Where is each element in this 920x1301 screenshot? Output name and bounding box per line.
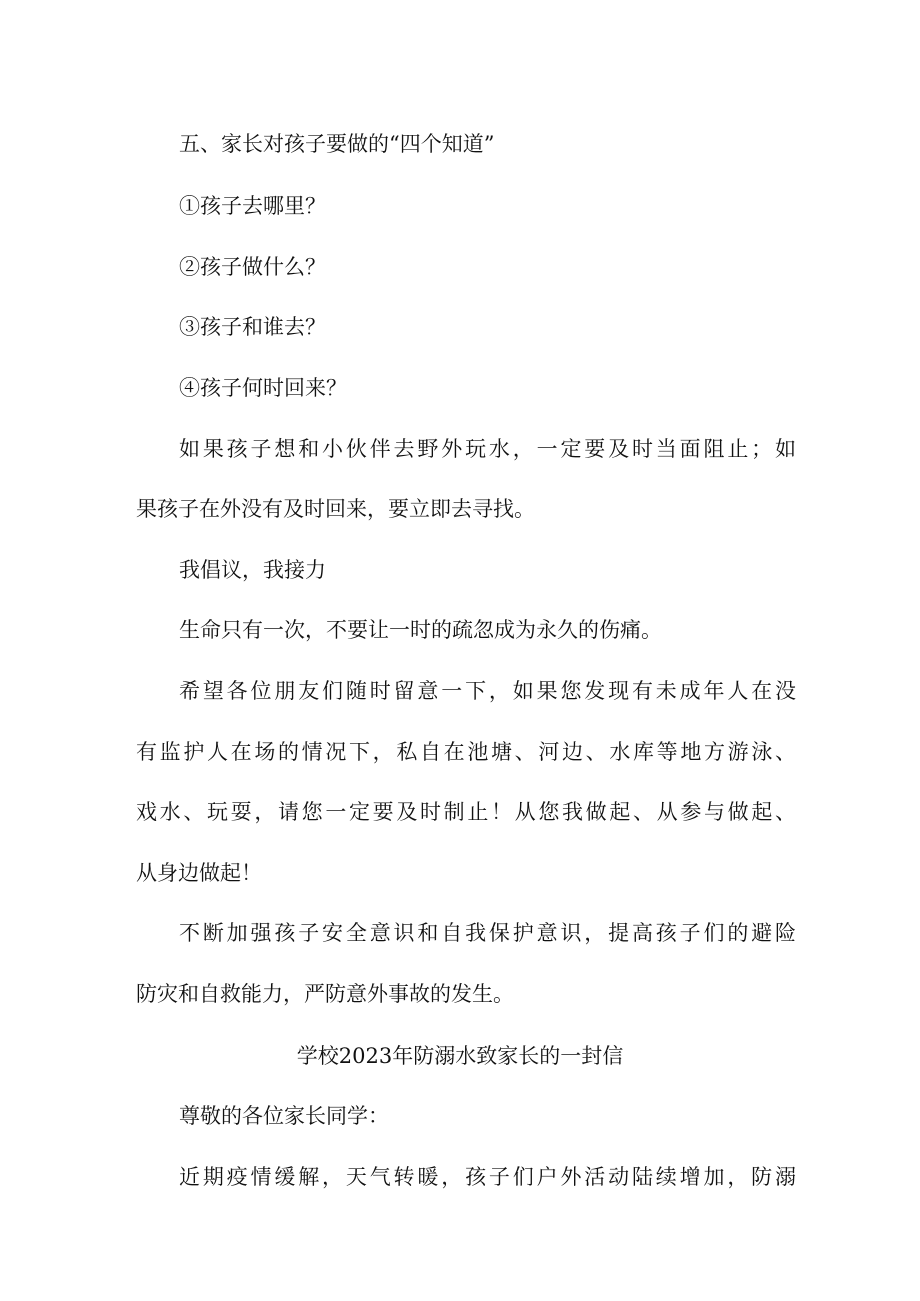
- paragraph-intro-line-1: 近期疫情缓解，天气转暖，孩子们户外活动陆续增加，防溺: [179, 1165, 796, 1189]
- section-heading-four-knows: 五、家长对孩子要做的“四个知道”: [179, 132, 495, 156]
- list-item-with-whom: ③孩子和谁去？: [179, 315, 326, 339]
- paragraph-hope-line-1: 希望各位朋友们随时留意一下，如果您发现有未成年人在没: [179, 679, 796, 703]
- paragraph-hope-line-2: 有监护人在场的情况下，私自在池塘、河边、水库等地方游泳、: [136, 740, 796, 764]
- list-item-when-return: ④孩子何时回来？: [179, 376, 347, 400]
- letter-title: 学校2023年防溺水致家长的一封信: [296, 1044, 624, 1068]
- paragraph-hope-line-3: 戏水、玩耍，请您一定要及时制止！从您我做起、从参与做起、: [136, 800, 796, 824]
- paragraph-stop-line-1: 如果孩子想和小伙伴去野外玩水，一定要及时当面阻止；如: [179, 437, 796, 461]
- paragraph-safety-line-1: 不断加强孩子安全意识和自我保护意识，提高孩子们的避险: [179, 921, 796, 945]
- list-item-what: ②孩子做什么？: [179, 255, 326, 279]
- paragraph-life: 生命只有一次，不要让一时的疏忽成为永久的伤痛。: [179, 618, 662, 642]
- list-item-where: ①孩子去哪里？: [179, 194, 326, 218]
- paragraph-stop-line-2: 果孩子在外没有及时回来，要立即去寻找。: [136, 497, 535, 521]
- salutation: 尊敬的各位家长同学：: [179, 1104, 389, 1128]
- initiative-heading: 我倡议，我接力: [179, 558, 326, 582]
- paragraph-hope-line-4: 从身边做起！: [136, 861, 262, 885]
- paragraph-safety-line-2: 防灾和自救能力，严防意外事故的发生。: [136, 982, 514, 1006]
